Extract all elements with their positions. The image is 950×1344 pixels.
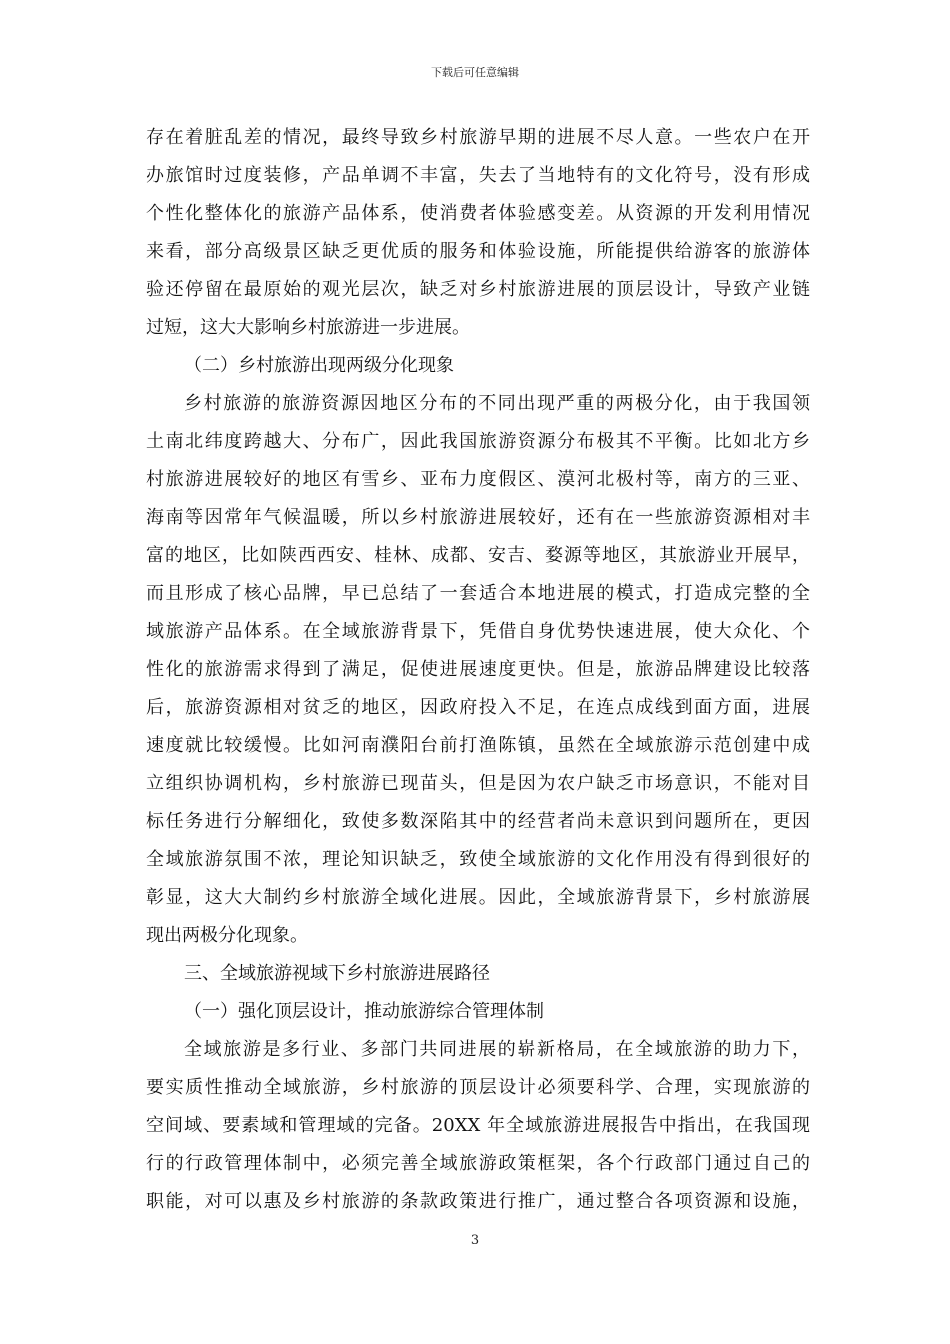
text-line: 速度就比较缓慢。比如河南濮阳台前打渔陈镇，虽然在全域旅游示范创建中成 xyxy=(146,735,810,756)
text-line: 后，旅游资源相对贫乏的地区，因政府投入不足，在连点成线到面方面，进展 xyxy=(146,697,810,718)
page-number: 3 xyxy=(470,1233,480,1248)
text-line: 个性化整体化的旅游产品体系，使消费者体验感变差。从资源的开发利用情况 xyxy=(146,203,810,224)
text-line: 现出两极分化现象。 xyxy=(146,925,308,946)
text-line: 富的地区，比如陕西西安、桂林、成都、安吉、婺源等地区，其旅游业开展早， xyxy=(146,545,810,566)
text-line: 村旅游进展较好的地区有雪乡、亚布力度假区、漠河北极村等，南方的三亚、 xyxy=(146,469,810,490)
paragraph xyxy=(146,385,810,955)
text-line: 存在着脏乱差的情况，最终导致乡村旅游早期的进展不尽人意。一些农户在开 xyxy=(146,127,810,148)
text-line: 土南北纬度跨越大、分布广，因此我国旅游资源分布极其不平衡。比如北方乡 xyxy=(146,431,810,452)
text-line: 职能，对可以惠及乡村旅游的条款政策进行推广，通过整合各项资源和设施， xyxy=(146,1191,810,1212)
text-line: 性化的旅游需求得到了满足，促使进展速度更快。但是，旅游品牌建设比较落 xyxy=(146,659,810,680)
text-line: 彰显，这大大制约乡村旅游全域化进展。因此，全域旅游背景下，乡村旅游展 xyxy=(146,887,810,908)
subsection-heading: （一）强化顶层设计，推动旅游综合管理体制 xyxy=(184,1001,544,1022)
text-line: 过短，这大大影响乡村旅游进一步进展。 xyxy=(146,317,470,338)
document-body xyxy=(146,119,810,1221)
text-line: 全域旅游氛围不浓，理论知识缺乏，致使全域旅游的文化作用没有得到很好的 xyxy=(146,849,810,870)
text-line: 海南等因常年气候温暖，所以乡村旅游进展较好，还有在一些旅游资源相对丰 xyxy=(146,507,810,528)
page-header: 下载后可任意编辑 xyxy=(431,66,519,79)
text-line: 标任务进行分解细化，致使多数深陷其中的经营者尚未意识到问题所在，更因 xyxy=(146,811,810,832)
text-line: 立组织协调机构，乡村旅游已现苗头，但是因为农户缺乏市场意识，不能对目 xyxy=(146,773,810,794)
text-line: 全域旅游是多行业、多部门共同进展的崭新格局，在全域旅游的助力下， xyxy=(184,1039,810,1060)
text-line: 要实质性推动全域旅游，乡村旅游的顶层设计必须要科学、合理，实现旅游的 xyxy=(146,1077,810,1098)
text-line: 行的行政管理体制中，必须完善全域旅游政策框架，各个行政部门通过自己的 xyxy=(146,1153,810,1174)
text-line: 办旅馆时过度装修，产品单调不丰富，失去了当地特有的文化符号，没有形成 xyxy=(146,165,810,186)
text-line: 来看，部分高级景区缺乏更优质的服务和体验设施，所能提供给游客的旅游体 xyxy=(146,241,810,262)
text-line: 乡村旅游的旅游资源因地区分布的不同出现严重的两极分化，由于我国领 xyxy=(184,393,810,414)
section-heading: （二）乡村旅游出现两级分化现象 xyxy=(184,355,454,376)
paragraph xyxy=(146,1031,810,1221)
text-line: 域旅游产品体系。在全域旅游背景下，凭借自身优势快速进展，使大众化、个 xyxy=(146,621,810,642)
text-line: 验还停留在最原始的观光层次，缺乏对乡村旅游进展的顶层设计，导致产业链 xyxy=(146,279,810,300)
text-line: 而且形成了核心品牌，早已总结了一套适合本地进展的模式，打造成完整的全 xyxy=(146,583,810,604)
paragraph xyxy=(146,119,810,347)
section-heading: 三、全域旅游视域下乡村旅游进展路径 xyxy=(184,963,490,984)
text-line: 空间域、要素域和管理域的完备。20XX 年全域旅游进展报告中指出，在我国现 xyxy=(146,1115,810,1136)
